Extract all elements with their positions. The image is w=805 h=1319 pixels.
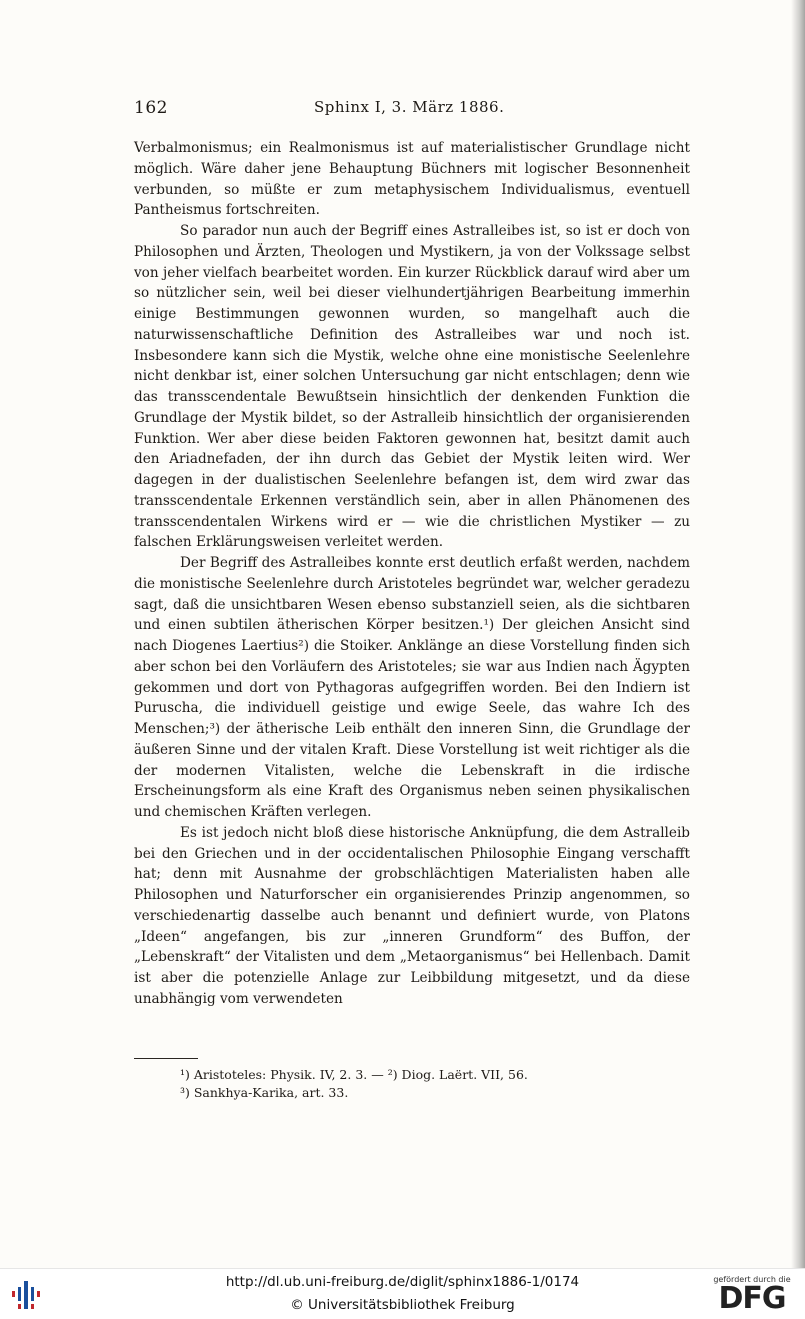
footnote-rule [134,1058,198,1059]
paragraph: Verbalmonismus; ein Realmonismus ist auf materialistischer Grundlage nicht möglich. Wäre daher jene Behauptung Büchners mit logischer Besonnenheit verbunden, so müßte er zum metaphysischem Individualismus, eventuell Pantheismus fortschreiten. [134,140,690,219]
paragraph: Der Begriff des Astralleibes konnte erst deutlich erfaßt werden, nachdem die monistische Seelenlehre durch Aristoteles begründet war, welcher geradezu sagt, daß die unsichtbaren Wesen ebenso substanziell seien, als die sichtbaren und einen subtilen ätherischen Körper besitzen.¹) Der gleichen Ansicht sind nach Diogenes Laertius²) die Stoiker. Anklänge an diese Vorstellung finden sich aber schon bei den Vorläufern des Aristoteles; sie war aus Indien nach Ägypten gekommen und dort von Pythagoras aufgegriffen worden. Bei den Indiern ist Puruscha, die individuell geistige und ewige Seele, das wahre Ich des Menschen;³) der ätherische Leib enthält den inneren Sinn, die Grundlage der äußeren Sinne und der vitalen Kraft. Diese Vorstellung ist weit richtiger als die der modernen Vitalisten, welche die Lebenskraft in die irdische Erscheinungsform als eine Kraft des Organismus neben seinen physikalischen und chemischen Kräften verlegen. [134,555,690,820]
viewer-footer [0,1268,805,1319]
page-edge-shadow [791,0,805,1268]
copyright-notice: © Universitätsbibliothek Freiburg [290,1297,515,1313]
footnote: ³) Sankhya-Karika, art. 33. [180,1085,349,1100]
dfg-logo: DFG [718,1281,786,1316]
permalink-url[interactable]: http://dl.ub.uni-freiburg.de/diglit/sphinx1886-1/0174 [225,1274,580,1290]
page-number: 162 [134,98,168,118]
footnote: ¹) Aristoteles: Physik. IV, 2. 3. — ²) Diog. Laërt. VII, 56. [180,1067,528,1082]
paragraph: So parador nun auch der Begriff eines Astralleibes ist, so ist er doch von Philosophen und Ärzten, Theologen und Mystikern, ja von der Volkssage selbst von jeher vielfach bearbeitet worden. Ein kurzer Rückblick darauf wird aber um so nützlicher sein, weil bei dieser vielhundertjährigen Bearbeitung immerhin einige Bestimmungen gewonnen wurden, so mangelhaft auch die naturwissenschaftliche Definition des Astralleibes war und noch ist. Insbesondere kann sich die Mystik, welche ohne eine monistische Seelenlehre nicht denkbar ist, einer solchen Untersuchung gar nicht entschlagen; denn wie das transscendentale Bewußtsein hinsichtlich der denkenden Funktion die Grundlage der Mystik bildet, so der Astralleib hinsichtlich der organisierenden Funktion. Wer aber diese beiden Faktoren gewonnen hat, besitzt damit auch den Ariadnefaden, der ihn durch das Gebiet der Mystik leiten wird. Wer dagegen in der dualistischen Seelenlehre befangen ist, dem wird zwar das transscendentale Erkennen verständlich sein, aber in allen Phänomenen des transscendentalen Wirkens wird er — wie die christlichen Mystiker — zu falschen Erklärungsweisen verleitet werden. [134,223,690,551]
footnotes [180,1066,680,1102]
running-head: Sphinx I, 3. März 1886. [314,98,505,116]
paragraph: Es ist jedoch nicht bloß diese historische Anknüpfung, die dem Astralleib bei den Griechen und in der occidentalischen Philosophie Eingang verschafft hat; denn mit Ausnahme der grobschlächtigen Materialisten haben alle Philosophen und Naturforscher ein organisierendes Prinzip angenommen, so verschiedenartig dasselbe auch benannt und definiert wurde, von Platons „Ideen“ angefangen, bis zur „inneren Grundform“ des Buffon, der „Lebenskraft“ der Vitalisten und dem „Metaorganismus“ bei Hellenbach. Damit ist aber die potenzielle Anlage zur Leibbildung mitgesetzt, und da diese unabhängig vom verwendeten [134,824,690,1007]
page-header [134,98,688,122]
funding-label: gefördert durch die [713,1275,791,1284]
body-text [134,138,690,1010]
